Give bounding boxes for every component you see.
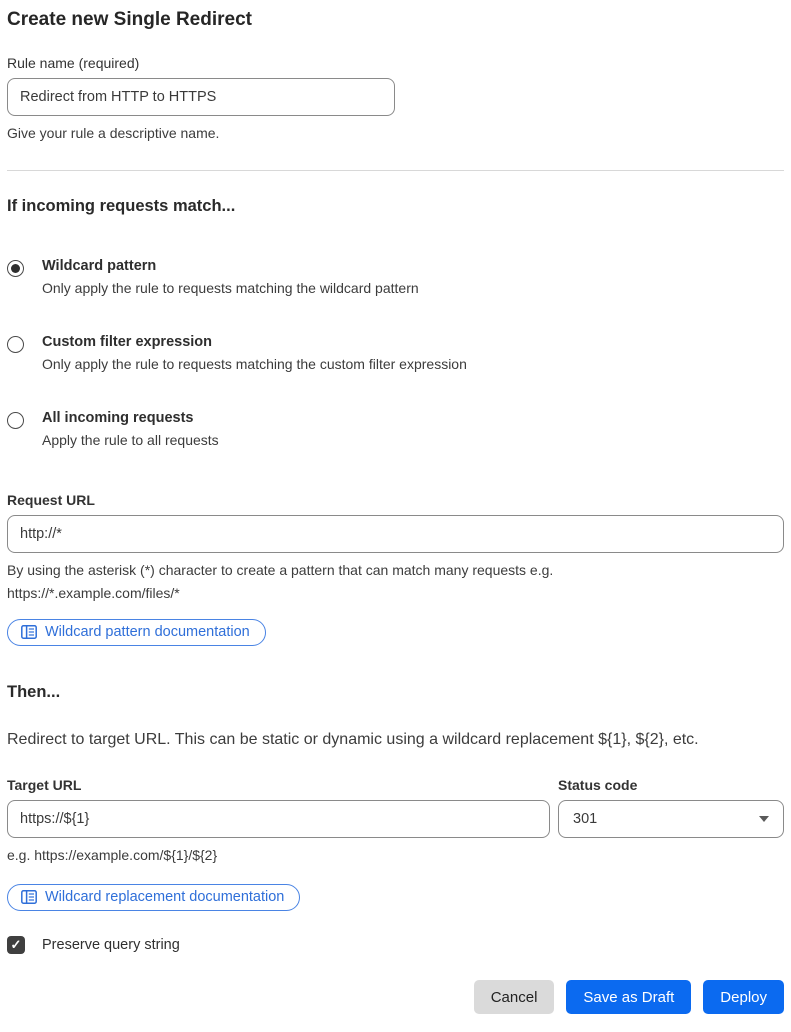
target-url-label: Target URL — [7, 777, 82, 793]
footer-actions — [7, 980, 784, 1014]
request-url-input[interactable] — [7, 515, 784, 553]
checkbox-checked-icon[interactable]: ✓ — [7, 936, 25, 954]
page-title: Create new Single Redirect — [7, 9, 252, 30]
radio-option-wildcard-pattern[interactable] — [7, 258, 784, 296]
request-url-help-line1: By using the asterisk (*) character to create a pattern that can match many requests e.g. — [7, 562, 554, 578]
radio-button-icon[interactable] — [7, 260, 24, 277]
radio-button-icon[interactable] — [7, 336, 24, 353]
request-url-help — [7, 559, 784, 605]
radio-option-custom-filter[interactable] — [7, 334, 784, 372]
radio-option-label: Wildcard pattern — [42, 258, 157, 274]
rule-name-help: Give your rule a descriptive name. — [7, 125, 220, 141]
dropdown-caret-icon — [759, 816, 769, 822]
doc-button-label: Wildcard replacement documentation — [45, 889, 285, 905]
radio-button-icon[interactable] — [7, 412, 24, 429]
then-description: Redirect to target URL. This can be static or dynamic using a wildcard replacement ${1}, ${2}, etc. — [7, 731, 699, 748]
save-as-draft-button[interactable]: Save as Draft — [566, 980, 691, 1014]
radio-option-description: Only apply the rule to requests matching the custom filter expression — [42, 356, 467, 372]
status-code-label: Status code — [558, 777, 638, 793]
radio-option-all-requests[interactable] — [7, 410, 784, 448]
status-code-select[interactable] — [558, 800, 784, 838]
request-url-label: Request URL — [7, 492, 95, 508]
book-icon — [21, 890, 37, 904]
rule-name-label: Rule name (required) — [7, 55, 140, 71]
preserve-query-row[interactable] — [7, 936, 784, 954]
book-icon — [21, 625, 37, 639]
wildcard-replacement-docs-button[interactable] — [7, 884, 300, 911]
match-section-heading: If incoming requests match... — [7, 197, 236, 215]
radio-option-label: Custom filter expression — [42, 334, 213, 350]
then-section-heading: Then... — [7, 683, 61, 701]
status-code-value: 301 — [573, 811, 598, 827]
deploy-button[interactable]: Deploy — [703, 980, 784, 1014]
target-url-help: e.g. https://example.com/${1}/${2} — [7, 847, 218, 863]
radio-option-label: All incoming requests — [42, 410, 194, 426]
target-url-input[interactable] — [7, 800, 550, 838]
doc-button-label: Wildcard pattern documentation — [45, 624, 250, 640]
request-url-help-line2: https://*.example.com/files/* — [7, 585, 180, 601]
section-divider — [7, 170, 784, 171]
rule-name-input[interactable] — [7, 78, 395, 116]
wildcard-pattern-docs-button[interactable] — [7, 619, 266, 646]
preserve-query-label: Preserve query string — [42, 937, 180, 953]
radio-option-description: Only apply the rule to requests matching the wildcard pattern — [42, 280, 419, 296]
radio-option-description: Apply the rule to all requests — [42, 432, 219, 448]
cancel-button[interactable]: Cancel — [474, 980, 555, 1014]
